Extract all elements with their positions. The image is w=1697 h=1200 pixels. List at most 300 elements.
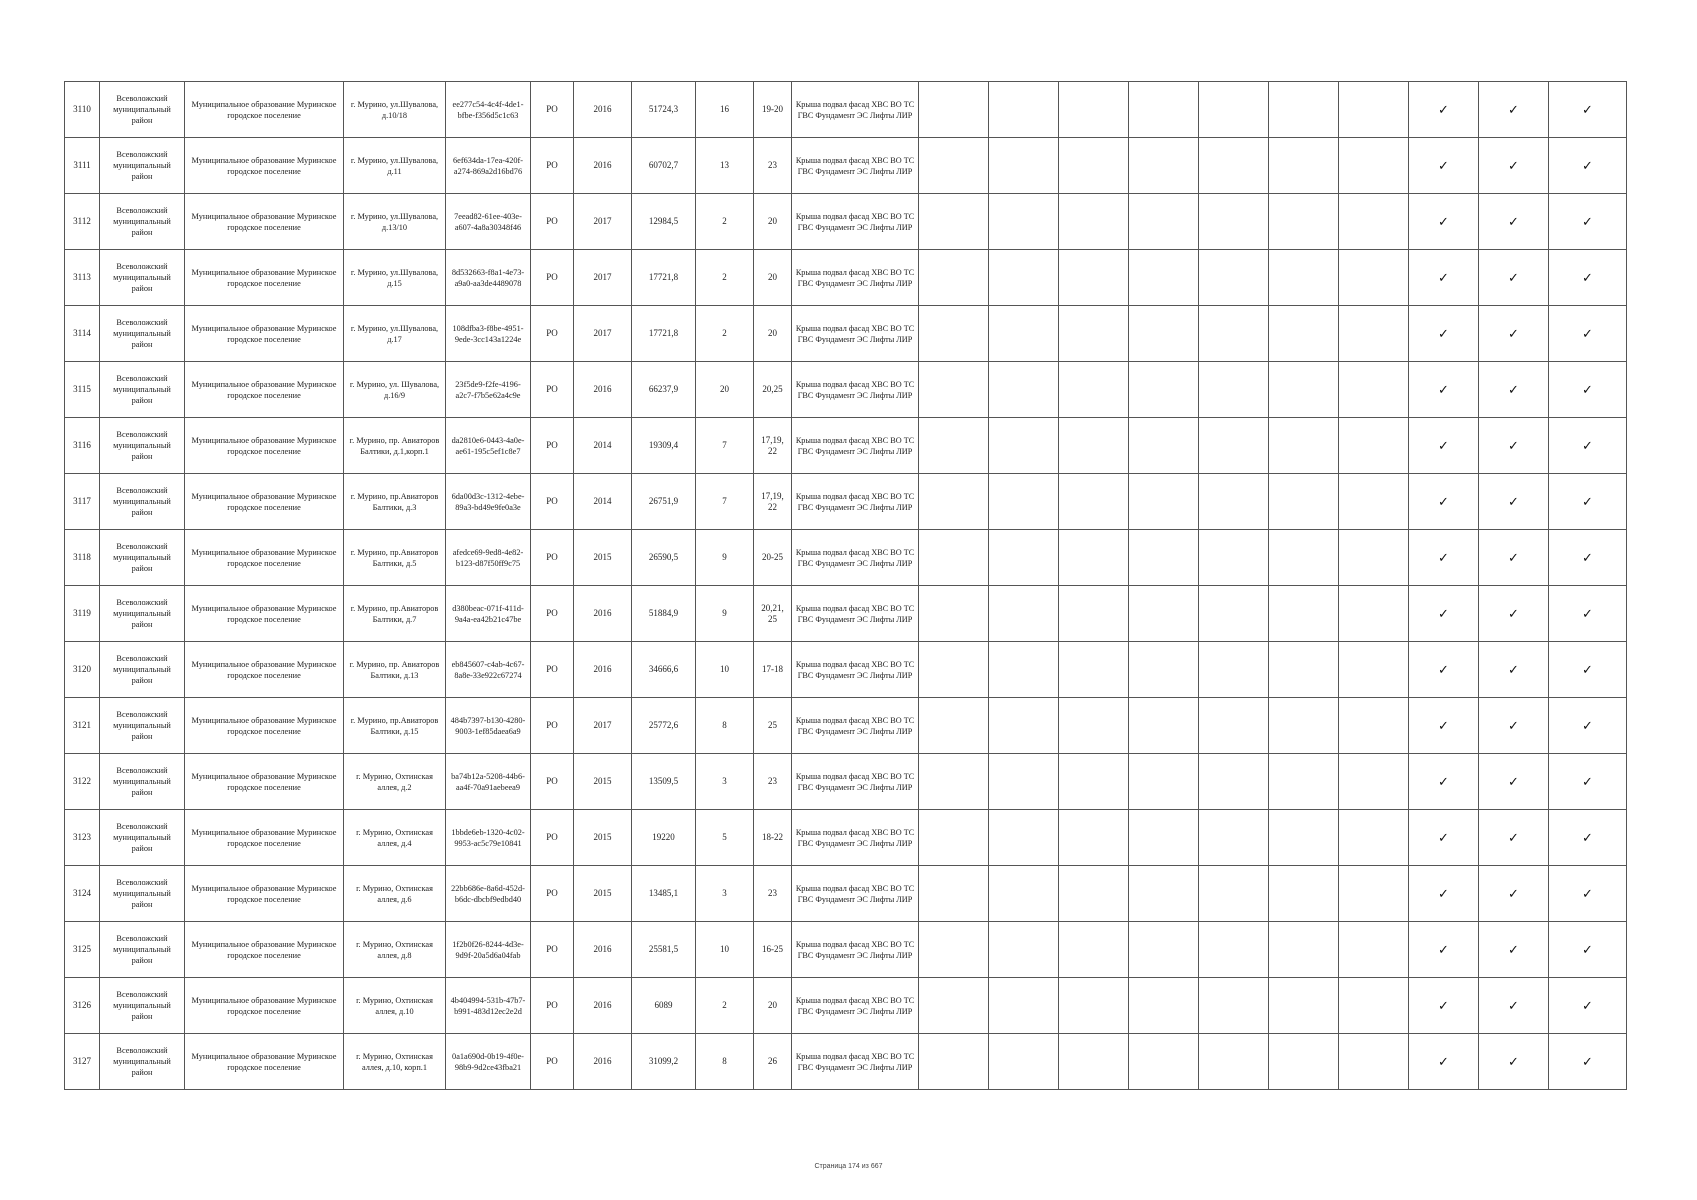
district-cell: Всеволожский муниципальный район [100,362,185,418]
empty-cell [1269,194,1339,250]
checkmark-icon: ✓ [1549,586,1627,642]
table-row [65,362,1627,418]
count-cell: 2 [696,978,754,1034]
district-cell: Всеволожский муниципальный район [100,810,185,866]
municipality-cell: Муниципальное образование Муринское городское поселение [185,754,344,810]
empty-cell [1059,698,1129,754]
row-number: 3124 [65,866,100,922]
checkmark-icon: ✓ [1479,922,1549,978]
checkmark-icon: ✓ [1409,250,1479,306]
empty-cell [1269,138,1339,194]
checkmark-icon: ✓ [1409,922,1479,978]
checkmark-icon: ✓ [1479,642,1549,698]
municipality-cell: Муниципальное образование Муринское городское поселение [185,194,344,250]
empty-cell [919,698,989,754]
district-cell: Всеволожский муниципальный район [100,250,185,306]
address-cell: г. Мурино, пр.Авиаторов Балтики, д.7 [344,586,446,642]
empty-cell [989,194,1059,250]
checkmark-icon: ✓ [1409,418,1479,474]
floors-cell: 23 [754,138,792,194]
municipality-cell: Муниципальное образование Муринское городское поселение [185,642,344,698]
empty-cell [1269,250,1339,306]
floors-cell: 23 [754,754,792,810]
address-cell: г. Мурино, пр. Авиаторов Балтики, д.1,корп.1 [344,418,446,474]
year-cell: 2016 [574,642,632,698]
row-number: 3117 [65,474,100,530]
area-cell: 17721,8 [632,250,696,306]
form-cell: РО [531,810,574,866]
empty-cell [1129,586,1199,642]
empty-cell [919,586,989,642]
floors-cell: 20 [754,250,792,306]
area-cell: 51884,9 [632,586,696,642]
empty-cell [989,866,1059,922]
checkmark-icon: ✓ [1409,474,1479,530]
checkmark-icon: ✓ [1479,810,1549,866]
checkmark-icon: ✓ [1479,1034,1549,1090]
district-cell: Всеволожский муниципальный район [100,1034,185,1090]
empty-cell [1269,754,1339,810]
works-cell: Крыша подвал фасад ХВС ВО ТС ГВС Фундамент ЭС Лифты ЛИР [792,866,919,922]
empty-cell [1059,418,1129,474]
municipality-cell: Муниципальное образование Муринское городское поселение [185,362,344,418]
year-cell: 2016 [574,362,632,418]
floors-cell: 17,19, 22 [754,418,792,474]
row-number: 3111 [65,138,100,194]
district-cell: Всеволожский муниципальный район [100,530,185,586]
area-cell: 31099,2 [632,1034,696,1090]
table-row [65,922,1627,978]
checkmark-icon: ✓ [1549,250,1627,306]
empty-cell [989,922,1059,978]
empty-cell [1199,642,1269,698]
district-cell: Всеволожский муниципальный район [100,82,185,138]
form-cell: РО [531,642,574,698]
works-cell: Крыша подвал фасад ХВС ВО ТС ГВС Фундамент ЭС Лифты ЛИР [792,194,919,250]
address-cell: г. Мурино, Охтинская аллея, д.8 [344,922,446,978]
floors-cell: 17,19, 22 [754,474,792,530]
checkmark-icon: ✓ [1479,306,1549,362]
form-cell: РО [531,138,574,194]
empty-cell [1129,306,1199,362]
empty-cell [919,306,989,362]
table-row [65,586,1627,642]
empty-cell [1059,138,1129,194]
row-number: 3116 [65,418,100,474]
form-cell: РО [531,698,574,754]
empty-cell [1199,978,1269,1034]
form-cell: РО [531,1034,574,1090]
checkmark-icon: ✓ [1409,754,1479,810]
empty-cell [919,866,989,922]
empty-cell [1059,530,1129,586]
count-cell: 9 [696,586,754,642]
empty-cell [1339,474,1409,530]
area-cell: 17721,8 [632,306,696,362]
table-row [65,194,1627,250]
table-row [65,698,1627,754]
empty-cell [1269,1034,1339,1090]
works-cell: Крыша подвал фасад ХВС ВО ТС ГВС Фундамент ЭС Лифты ЛИР [792,978,919,1034]
year-cell: 2016 [574,922,632,978]
count-cell: 8 [696,1034,754,1090]
checkmark-icon: ✓ [1479,418,1549,474]
table-row [65,810,1627,866]
year-cell: 2017 [574,306,632,362]
area-cell: 19220 [632,810,696,866]
empty-cell [989,418,1059,474]
works-cell: Крыша подвал фасад ХВС ВО ТС ГВС Фундамент ЭС Лифты ЛИР [792,698,919,754]
works-cell: Крыша подвал фасад ХВС ВО ТС ГВС Фундамент ЭС Лифты ЛИР [792,642,919,698]
empty-cell [1059,194,1129,250]
works-cell: Крыша подвал фасад ХВС ВО ТС ГВС Фундамент ЭС Лифты ЛИР [792,1034,919,1090]
empty-cell [1129,250,1199,306]
table-row [65,530,1627,586]
address-cell: г. Мурино, ул.Шувалова, д.13/10 [344,194,446,250]
empty-cell [1059,82,1129,138]
guid-cell: ba74b12a-5208-44b6-aa4f-70a91aebeea9 [446,754,531,810]
count-cell: 3 [696,754,754,810]
empty-cell [919,82,989,138]
checkmark-icon: ✓ [1409,698,1479,754]
empty-cell [1129,194,1199,250]
empty-cell [919,250,989,306]
address-cell: г. Мурино, пр. Авиаторов Балтики, д.13 [344,642,446,698]
form-cell: РО [531,194,574,250]
table-row [65,978,1627,1034]
table-row [65,82,1627,138]
empty-cell [1269,362,1339,418]
form-cell: РО [531,474,574,530]
row-number: 3112 [65,194,100,250]
year-cell: 2017 [574,194,632,250]
empty-cell [1059,250,1129,306]
empty-cell [919,642,989,698]
checkmark-icon: ✓ [1549,698,1627,754]
form-cell: РО [531,306,574,362]
empty-cell [1339,698,1409,754]
empty-cell [919,810,989,866]
checkmark-icon: ✓ [1479,530,1549,586]
empty-cell [1129,810,1199,866]
checkmark-icon: ✓ [1409,362,1479,418]
row-number: 3125 [65,922,100,978]
empty-cell [1199,82,1269,138]
address-cell: г. Мурино, пр.Авиаторов Балтики, д.5 [344,530,446,586]
data-table [64,81,1627,1090]
address-cell: г. Мурино, Охтинская аллея, д.10 [344,978,446,1034]
checkmark-icon: ✓ [1549,82,1627,138]
area-cell: 13509,5 [632,754,696,810]
checkmark-icon: ✓ [1479,978,1549,1034]
area-cell: 19309,4 [632,418,696,474]
empty-cell [989,530,1059,586]
checkmark-icon: ✓ [1479,250,1549,306]
empty-cell [1199,474,1269,530]
empty-cell [1059,642,1129,698]
count-cell: 10 [696,642,754,698]
checkmark-icon: ✓ [1549,306,1627,362]
table-row [65,418,1627,474]
empty-cell [1339,362,1409,418]
empty-cell [1269,418,1339,474]
year-cell: 2016 [574,1034,632,1090]
guid-cell: 4b404994-531b-47b7-b991-483d12ec2e2d [446,978,531,1034]
checkmark-icon: ✓ [1409,866,1479,922]
year-cell: 2015 [574,530,632,586]
empty-cell [1339,194,1409,250]
empty-cell [1269,978,1339,1034]
municipality-cell: Муниципальное образование Муринское городское поселение [185,474,344,530]
guid-cell: 22bb686e-8a6d-452d-b6dc-dbcbf9edbd40 [446,866,531,922]
count-cell: 16 [696,82,754,138]
form-cell: РО [531,866,574,922]
address-cell: г. Мурино, ул.Шувалова, д.17 [344,306,446,362]
empty-cell [1129,474,1199,530]
area-cell: 60702,7 [632,138,696,194]
empty-cell [989,586,1059,642]
checkmark-icon: ✓ [1549,866,1627,922]
checkmark-icon: ✓ [1479,698,1549,754]
empty-cell [1339,250,1409,306]
empty-cell [919,754,989,810]
form-cell: РО [531,418,574,474]
district-cell: Всеволожский муниципальный район [100,586,185,642]
works-cell: Крыша подвал фасад ХВС ВО ТС ГВС Фундамент ЭС Лифты ЛИР [792,306,919,362]
empty-cell [989,698,1059,754]
checkmark-icon: ✓ [1409,306,1479,362]
municipality-cell: Муниципальное образование Муринское городское поселение [185,138,344,194]
empty-cell [989,642,1059,698]
area-cell: 26590,5 [632,530,696,586]
municipality-cell: Муниципальное образование Муринское городское поселение [185,866,344,922]
checkmark-icon: ✓ [1549,138,1627,194]
empty-cell [1199,866,1269,922]
checkmark-icon: ✓ [1549,754,1627,810]
district-cell: Всеволожский муниципальный район [100,754,185,810]
municipality-cell: Муниципальное образование Муринское городское поселение [185,586,344,642]
count-cell: 2 [696,250,754,306]
floors-cell: 19-20 [754,82,792,138]
district-cell: Всеволожский муниципальный район [100,306,185,362]
checkmark-icon: ✓ [1479,866,1549,922]
row-number: 3127 [65,1034,100,1090]
empty-cell [919,194,989,250]
empty-cell [1129,82,1199,138]
empty-cell [1269,474,1339,530]
guid-cell: 7eead82-61ee-403e-a607-4a8a30348f46 [446,194,531,250]
empty-cell [1339,530,1409,586]
empty-cell [1129,1034,1199,1090]
works-cell: Крыша подвал фасад ХВС ВО ТС ГВС Фундамент ЭС Лифты ЛИР [792,586,919,642]
municipality-cell: Муниципальное образование Муринское городское поселение [185,698,344,754]
address-cell: г. Мурино, Охтинская аллея, д.2 [344,754,446,810]
empty-cell [1059,306,1129,362]
checkmark-icon: ✓ [1409,586,1479,642]
year-cell: 2016 [574,586,632,642]
guid-cell: eb845607-c4ab-4c67-8a8e-33e922c67274 [446,642,531,698]
year-cell: 2017 [574,250,632,306]
form-cell: РО [531,978,574,1034]
floors-cell: 20,21, 25 [754,586,792,642]
year-cell: 2016 [574,978,632,1034]
district-cell: Всеволожский муниципальный район [100,978,185,1034]
empty-cell [989,250,1059,306]
empty-cell [1129,866,1199,922]
empty-cell [1339,810,1409,866]
address-cell: г. Мурино, ул.Шувалова, д.15 [344,250,446,306]
guid-cell: 108dfba3-f8be-4951-9ede-3cc143a1224e [446,306,531,362]
empty-cell [919,922,989,978]
checkmark-icon: ✓ [1549,418,1627,474]
empty-cell [919,138,989,194]
empty-cell [1269,866,1339,922]
municipality-cell: Муниципальное образование Муринское городское поселение [185,306,344,362]
checkmark-icon: ✓ [1409,642,1479,698]
page-footer: Страница 174 из 667 [814,1163,883,1170]
empty-cell [1199,754,1269,810]
empty-cell [919,530,989,586]
count-cell: 10 [696,922,754,978]
empty-cell [1199,1034,1269,1090]
district-cell: Всеволожский муниципальный район [100,418,185,474]
count-cell: 2 [696,306,754,362]
address-cell: г. Мурино, ул. Шувалова, д.16/9 [344,362,446,418]
checkmark-icon: ✓ [1549,922,1627,978]
empty-cell [1269,306,1339,362]
year-cell: 2015 [574,754,632,810]
works-cell: Крыша подвал фасад ХВС ВО ТС ГВС Фундамент ЭС Лифты ЛИР [792,922,919,978]
guid-cell: 484b7397-b130-4280-9003-1ef85daea6a9 [446,698,531,754]
checkmark-icon: ✓ [1479,82,1549,138]
checkmark-icon: ✓ [1479,474,1549,530]
table-body [65,82,1627,1090]
checkmark-icon: ✓ [1409,82,1479,138]
empty-cell [989,754,1059,810]
area-cell: 25581,5 [632,922,696,978]
checkmark-icon: ✓ [1409,530,1479,586]
checkmark-icon: ✓ [1409,810,1479,866]
empty-cell [989,978,1059,1034]
checkmark-icon: ✓ [1549,1034,1627,1090]
area-cell: 12984,5 [632,194,696,250]
address-cell: г. Мурино, пр.Авиаторов Балтики, д.15 [344,698,446,754]
municipality-cell: Муниципальное образование Муринское городское поселение [185,250,344,306]
checkmark-icon: ✓ [1549,978,1627,1034]
empty-cell [1129,922,1199,978]
empty-cell [1059,362,1129,418]
table-row [65,1034,1627,1090]
checkmark-icon: ✓ [1409,978,1479,1034]
checkmark-icon: ✓ [1549,194,1627,250]
checkmark-icon: ✓ [1549,530,1627,586]
district-cell: Всеволожский муниципальный район [100,922,185,978]
empty-cell [1129,418,1199,474]
year-cell: 2015 [574,866,632,922]
form-cell: РО [531,530,574,586]
floors-cell: 25 [754,698,792,754]
empty-cell [1269,82,1339,138]
checkmark-icon: ✓ [1549,362,1627,418]
form-cell: РО [531,922,574,978]
empty-cell [989,810,1059,866]
empty-cell [1269,698,1339,754]
empty-cell [1339,1034,1409,1090]
table-row [65,250,1627,306]
row-number: 3113 [65,250,100,306]
district-cell: Всеволожский муниципальный район [100,642,185,698]
empty-cell [1199,418,1269,474]
empty-cell [1339,82,1409,138]
area-cell: 51724,3 [632,82,696,138]
empty-cell [1339,866,1409,922]
area-cell: 13485,1 [632,866,696,922]
checkmark-icon: ✓ [1479,138,1549,194]
checkmark-icon: ✓ [1479,586,1549,642]
empty-cell [1269,810,1339,866]
empty-cell [1199,810,1269,866]
row-number: 3121 [65,698,100,754]
empty-cell [1059,978,1129,1034]
district-cell: Всеволожский муниципальный район [100,138,185,194]
empty-cell [1129,530,1199,586]
empty-cell [1339,306,1409,362]
area-cell: 26751,9 [632,474,696,530]
year-cell: 2014 [574,474,632,530]
empty-cell [1199,922,1269,978]
empty-cell [919,362,989,418]
empty-cell [1059,474,1129,530]
empty-cell [1199,586,1269,642]
form-cell: РО [531,754,574,810]
row-number: 3126 [65,978,100,1034]
checkmark-icon: ✓ [1409,138,1479,194]
empty-cell [1059,866,1129,922]
table-row [65,474,1627,530]
floors-cell: 20 [754,306,792,362]
empty-cell [1129,978,1199,1034]
checkmark-icon: ✓ [1479,362,1549,418]
floors-cell: 20 [754,194,792,250]
works-cell: Крыша подвал фасад ХВС ВО ТС ГВС Фундамент ЭС Лифты ЛИР [792,810,919,866]
area-cell: 66237,9 [632,362,696,418]
empty-cell [1199,138,1269,194]
checkmark-icon: ✓ [1479,194,1549,250]
guid-cell: 23f5de9-f2fe-4196-a2c7-f7b5e62a4c9e [446,362,531,418]
municipality-cell: Муниципальное образование Муринское городское поселение [185,530,344,586]
floors-cell: 20-25 [754,530,792,586]
works-cell: Крыша подвал фасад ХВС ВО ТС ГВС Фундамент ЭС Лифты ЛИР [792,754,919,810]
row-number: 3122 [65,754,100,810]
empty-cell [989,1034,1059,1090]
count-cell: 8 [696,698,754,754]
floors-cell: 16-25 [754,922,792,978]
checkmark-icon: ✓ [1479,754,1549,810]
guid-cell: ee277c54-4c4f-4de1-bfbe-f356d5c1c63 [446,82,531,138]
floors-cell: 20,25 [754,362,792,418]
works-cell: Крыша подвал фасад ХВС ВО ТС ГВС Фундамент ЭС Лифты ЛИР [792,82,919,138]
guid-cell: 6ef634da-17ea-420f-a274-869a2d16bd76 [446,138,531,194]
guid-cell: 1f2b0f26-8244-4d3e-9d9f-20a5d6a04fab [446,922,531,978]
empty-cell [1129,642,1199,698]
empty-cell [1199,250,1269,306]
address-cell: г. Мурино, Охтинская аллея, д.10, корп.1 [344,1034,446,1090]
empty-cell [919,978,989,1034]
empty-cell [1129,698,1199,754]
works-cell: Крыша подвал фасад ХВС ВО ТС ГВС Фундамент ЭС Лифты ЛИР [792,250,919,306]
empty-cell [989,306,1059,362]
floors-cell: 17-18 [754,642,792,698]
